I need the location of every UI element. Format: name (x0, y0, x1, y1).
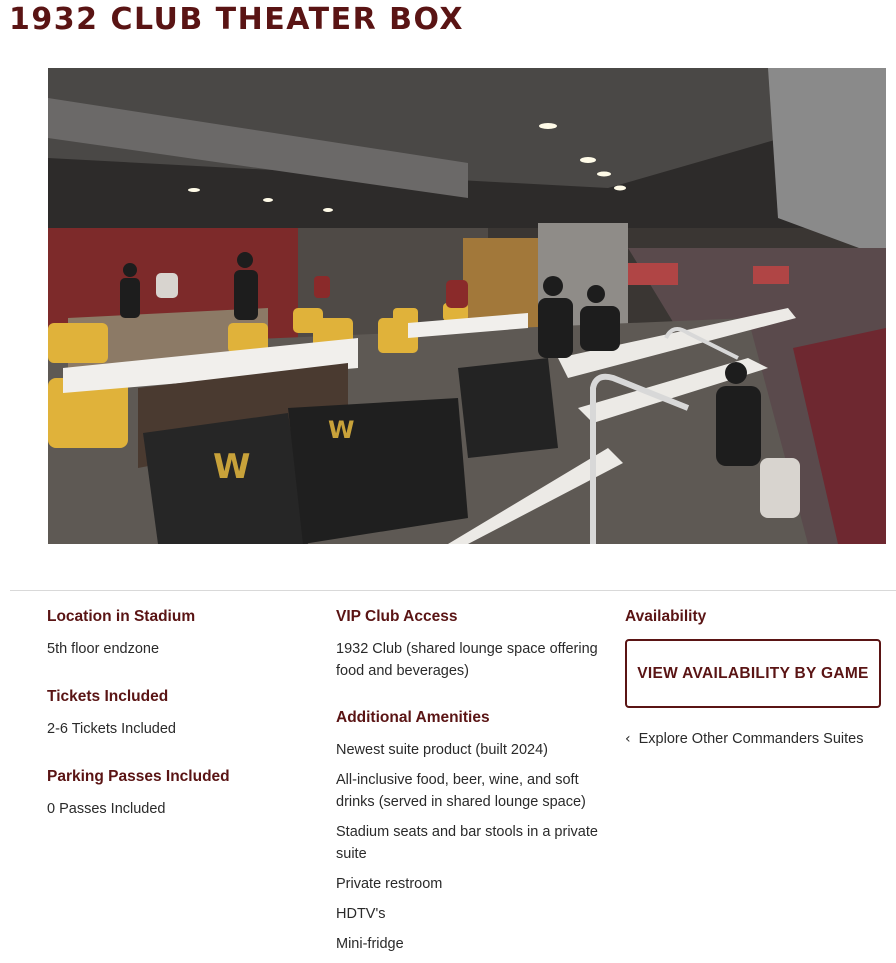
amenities-list (336, 739, 606, 955)
availability-label: Availability (625, 608, 707, 625)
tickets-label: Tickets Included (47, 688, 169, 705)
vip-value: 1932 Club (shared lounge space offering food and beverages) (336, 641, 598, 679)
hero-image (48, 68, 886, 544)
amenity-item: All-inclusive food, beer, wine, and soft drinks (served in shared lounge space) (336, 772, 586, 810)
svg-text:W: W (213, 447, 251, 487)
view-availability-button[interactable]: VIEW AVAILABILITY BY GAME (625, 639, 881, 708)
page-title: 1932 CLUB THEATER BOX (9, 2, 465, 37)
amenities-column (336, 606, 606, 963)
location-value: 5th floor endzone (47, 641, 160, 657)
parking-value: 0 Passes Included (47, 801, 166, 817)
svg-text:W: W (328, 416, 355, 444)
availability-column (625, 606, 889, 747)
suite-details-column (47, 606, 307, 820)
amenity-item: HDTV's (336, 906, 386, 922)
amenity-item: Mini-fridge (336, 936, 404, 952)
vip-label: VIP Club Access (336, 608, 458, 625)
explore-suites-label: Explore Other Commanders Suites (638, 731, 864, 747)
location-label: Location in Stadium (47, 608, 196, 625)
amenity-item: Stadium seats and bar stools in a private suite (336, 824, 598, 862)
explore-suites-link[interactable] (625, 731, 889, 747)
amenity-item: Private restroom (336, 876, 443, 892)
tickets-value: 2-6 Tickets Included (47, 721, 176, 737)
parking-label: Parking Passes Included (47, 768, 230, 785)
section-divider (10, 590, 896, 591)
suite-rendering (48, 68, 886, 544)
amenity-item: Newest suite product (built 2024) (336, 742, 548, 758)
amenities-label: Additional Amenities (336, 709, 490, 726)
chevron-left-icon: ‹ (625, 731, 631, 747)
